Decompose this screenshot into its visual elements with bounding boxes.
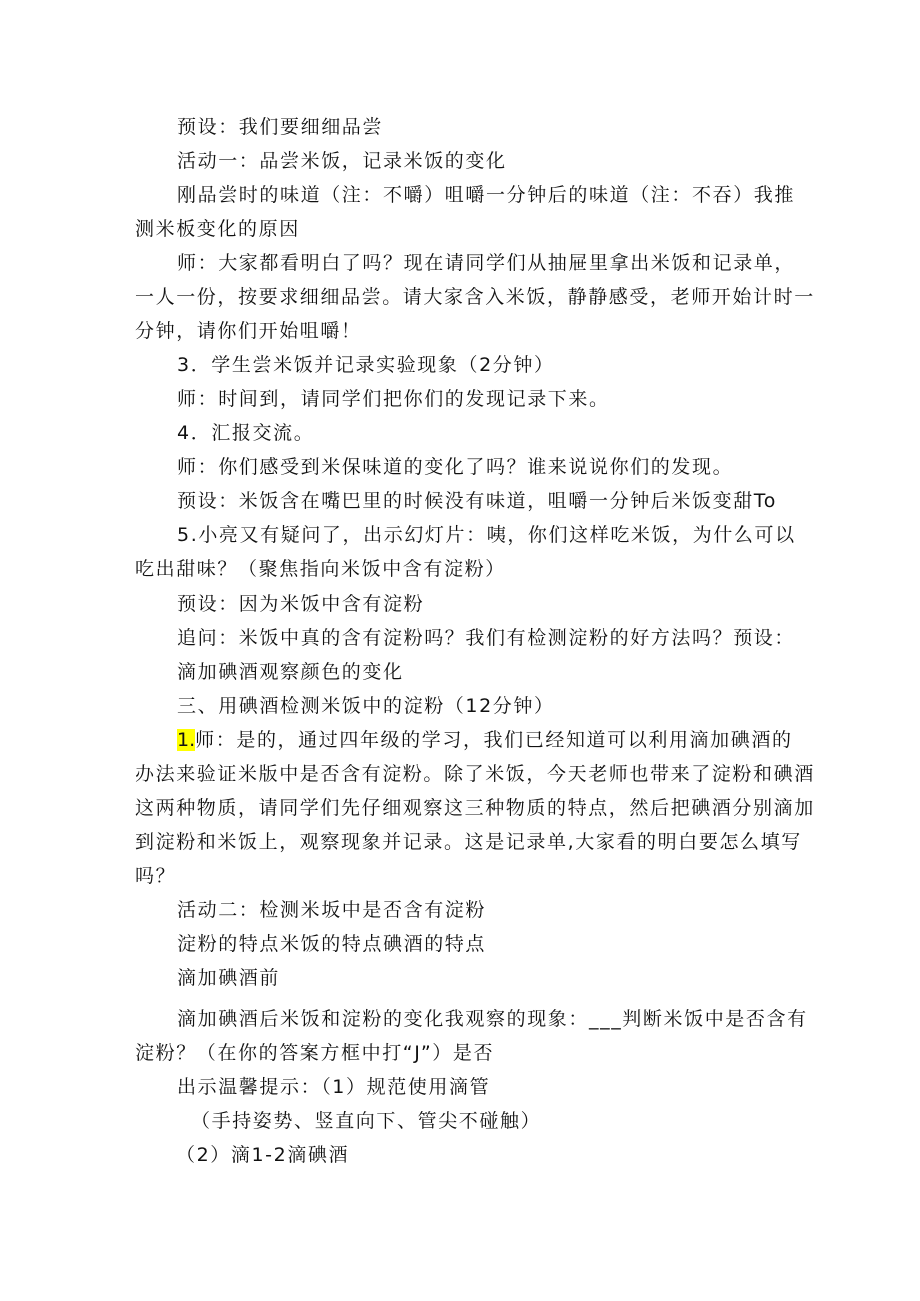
text-line: 刚品尝时的味道（注：不嚼）咀嚼一分钟后的味道（注：不吞）我推 — [177, 184, 796, 206]
text-line-content: 师：是的，通过四年级的学习，我们已经知道可以利用滴加碘酒的 — [195, 729, 793, 751]
text-line — [177, 728, 793, 752]
text-line: 预设：因为米饭中含有淀粉 — [177, 593, 425, 615]
text-line: 师：时间到，请同学们把你们的发现记录下来。 — [177, 388, 610, 410]
text-line: 出示温馨提示：（1）规范使用滴管 — [177, 1076, 491, 1098]
text-line: 预设：米饭含在嘴巴里的时候没有味道，咀嚼一分钟后米饭变甜To — [177, 490, 778, 512]
text-line: 滴加碘酒观察颜色的变化 — [177, 661, 404, 683]
text-line: 一人一份，按要求细细品尝。请大家含入米饭，静静感受，老师开始计时一 — [135, 286, 815, 308]
text-line: 测米板变化的原因 — [135, 218, 300, 240]
text-line: 淀粉的特点米饭的特点碘酒的特点 — [177, 933, 487, 955]
text-line: 吗？ — [135, 865, 177, 887]
text-line: 活动一：品尝米饭，记录米饭的变化 — [177, 150, 507, 172]
text-line: 预设：我们要细细品尝 — [177, 116, 384, 138]
text-line: 师：大家都看明白了吗？现在请同学们从抽屉里拿出米饭和记录单， — [177, 252, 796, 274]
text-line: 3．学生尝米饭并记录实验现象（2分钟） — [177, 354, 555, 376]
text-line: （手持姿势、竖直向下、管尖不碰触） — [191, 1110, 542, 1132]
text-line: 活动二：检测米坂中是否含有淀粉 — [177, 899, 487, 921]
text-line: 淀粉？（在你的答案方框中打“J”）是否 — [135, 1042, 495, 1064]
text-line: 滴加碘酒后米饭和淀粉的变化我观察的现象：___判断米饭中是否含有 — [177, 1008, 808, 1030]
text-line: 追问：米饭中真的含有淀粉吗？我们有检测淀粉的好方法吗？预设： — [177, 627, 796, 649]
text-line: （2）滴1-2滴碘酒 — [176, 1144, 350, 1166]
text-line: 4．汇报交流。 — [177, 422, 315, 444]
text-line: 到淀粉和米饭上，观察现象并记录。这是记录单,大家看的明白要怎么填写 — [135, 831, 802, 853]
highlighted-number: 1. — [177, 729, 196, 751]
text-line: 5.小亮又有疑问了，出示幻灯片：咦，你们这样吃米饭，为什么可以 — [177, 524, 796, 546]
text-line: 吃出甜味？（聚焦指向米饭中含有淀粉） — [135, 558, 506, 580]
text-line: 师：你们感受到米保味道的变化了吗？谁来说说你们的发现。 — [177, 456, 734, 478]
text-line: 分钟，请你们开始咀嚼！ — [135, 320, 362, 342]
text-line: 滴加碘酒前 — [177, 967, 281, 989]
text-line: 办法来验证米版中是否含有淀粉。除了米饭，今天老师也带来了淀粉和碘酒 — [135, 763, 815, 785]
text-line: 这两种物质，请同学们先仔细观察这三种物质的特点，然后把碘酒分别滴加 — [135, 797, 815, 819]
section-heading: 三、用碘酒检测米饭中的淀粉（12分钟） — [177, 695, 555, 717]
